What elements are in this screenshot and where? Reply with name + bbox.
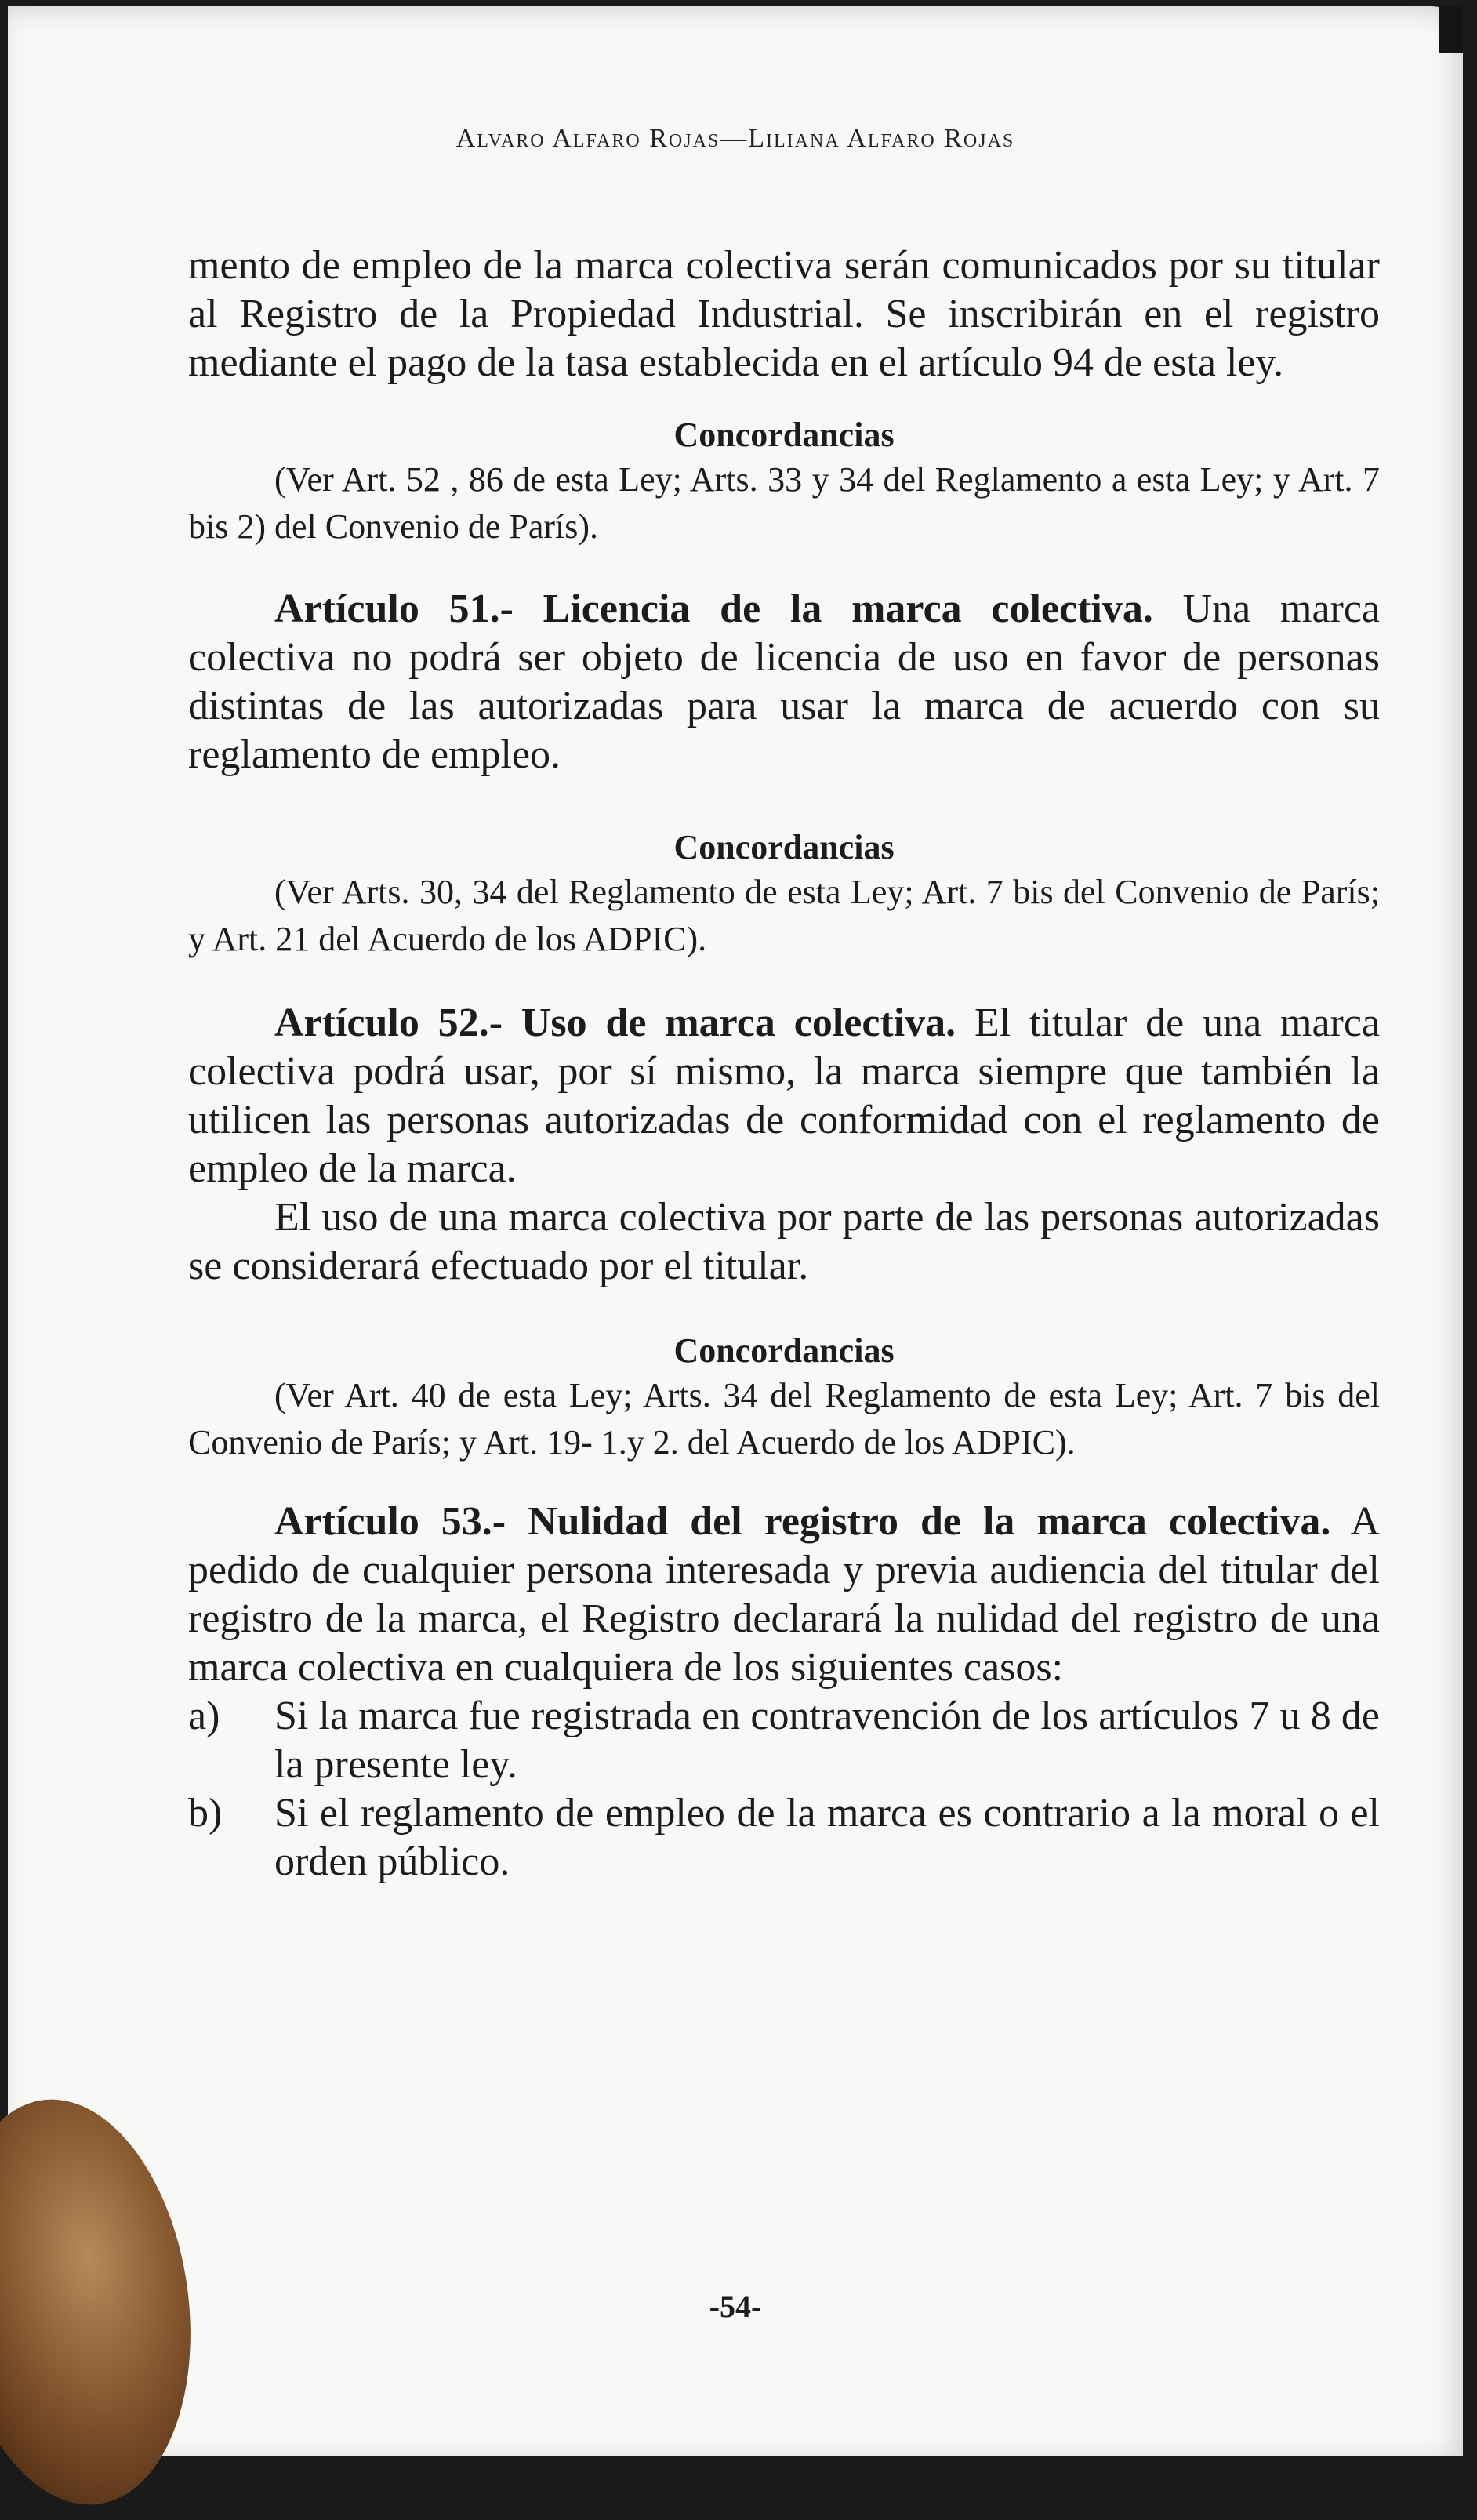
concordancias-title: Concordancias xyxy=(673,416,895,454)
article-53 xyxy=(188,1498,1380,1692)
list-item-text: Si el reglamento de empleo de la marca es contrario a la moral o el orden público. xyxy=(274,1791,1380,1884)
page-number: -54- xyxy=(709,2289,762,2324)
page-corner xyxy=(1439,6,1463,53)
concordancias-title: Concordancias xyxy=(673,1331,895,1370)
article-52-heading: Artículo 52.- Uso de marca colectiva. xyxy=(274,1000,956,1045)
list-item-text: Si la marca fue registrada en contravención de los artículos 7 u 8 de la presente ley. xyxy=(274,1694,1380,1787)
article-51-text: Una marca colectiva no podrá ser objeto de licencia de uso en favor de personas distintas de las autorizadas para usar la marca de acuerdo con su reglamento de empleo. xyxy=(188,586,1380,777)
intro-paragraph: mento de empleo de la marca colectiva serán comunicados por su titular al Registro de la Propiedad Industrial. Se inscribirán en el registro mediante el pago de la tasa establecida en el artículo 94 de esta ley. xyxy=(188,243,1380,385)
list-marker: b) xyxy=(188,1791,223,1836)
article-52-paragraph-2: El uso de una marca colectiva por parte de las personas autorizadas se considerará efectuado por el titular. xyxy=(188,1195,1380,1288)
article-51 xyxy=(188,585,1380,779)
book-page xyxy=(8,6,1463,2456)
concordancias-text: (Ver Art. 40 de esta Ley; Arts. 34 del Reglamento de esta Ley; Art. 7 bis del Convenio de París; y Art. 19- 1.y 2. del Acuerdo de los ADPIC). xyxy=(188,1376,1380,1462)
list-item xyxy=(188,1692,1380,1789)
concordancias-text: (Ver Art. 52 , 86 de esta Ley; Arts. 33 y 34 del Reglamento a esta Ley; y Art. 7 bis 2) del Convenio de París). xyxy=(188,460,1380,546)
article-52 xyxy=(188,999,1380,1193)
article-51-heading: Artículo 51.- Licencia de la marca colectiva. xyxy=(274,586,1153,631)
concordancias-title: Concordancias xyxy=(673,828,895,866)
list-marker: a) xyxy=(188,1694,220,1738)
page-content xyxy=(188,241,1380,1886)
list-item xyxy=(188,1789,1380,1886)
running-header: Alvaro Alfaro Rojas—Liliana Alfaro Rojas xyxy=(455,124,1015,153)
concordancias-text: (Ver Arts. 30, 34 del Reglamento de esta Ley; Art. 7 bis del Convenio de París; y Art. 21 del Acuerdo de los ADPIC). xyxy=(188,873,1380,958)
article-52-text: El titular de una marca colectiva podrá usar, por sí mismo, la marca siempre que también la utilicen las personas autorizadas de conformidad con el reglamento de empleo de la marca. xyxy=(188,1000,1380,1191)
article-53-text: A pedido de cualquier persona interesada y previa audiencia del titular del registro de la marca, el Registro declarará la nulidad del registro de una marca colectiva en cualquiera de los siguientes casos: xyxy=(188,1499,1380,1690)
article-53-heading: Artículo 53.- Nulidad del registro de la marca colectiva. xyxy=(274,1499,1331,1544)
